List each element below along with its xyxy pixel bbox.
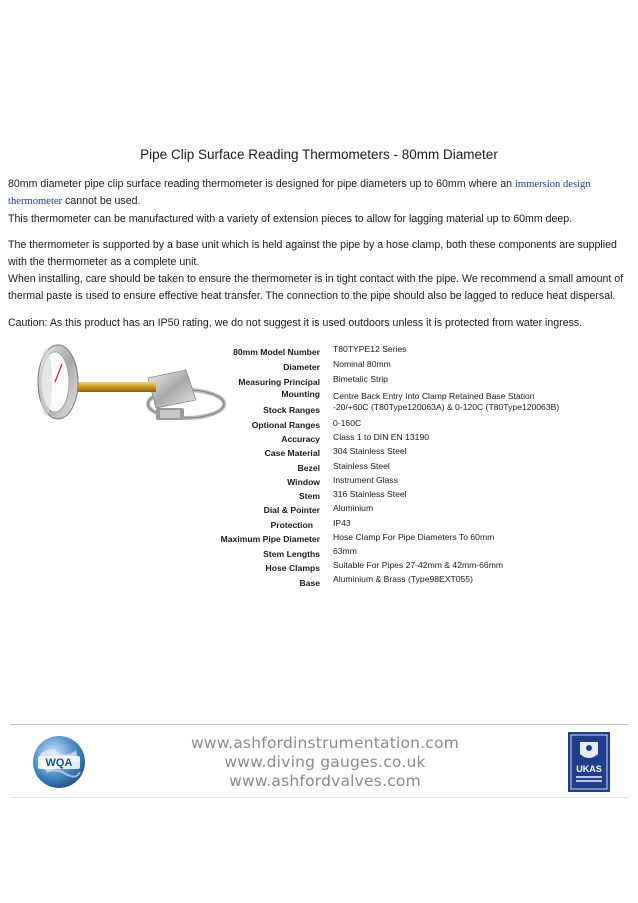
footer-divider [10, 724, 628, 725]
spec-label: Diameter [283, 362, 320, 372]
base-unit-paragraph: The thermometer is supported by a base unit which is held against the pipe by a hose clamp, both these components are supplied with the thermometer as a complete unit. [8, 239, 617, 268]
spec-label: 80mm Model Number [233, 347, 320, 357]
spec-value: 316 Stainless Steel [333, 489, 407, 499]
ukas-logo-text: UKAS [576, 764, 602, 774]
intro-paragraph [8, 176, 630, 210]
spec-value: Bimetalic Strip [333, 374, 388, 384]
footer-url-ashfordvalves[interactable]: www.ashfordvalves.com [229, 772, 421, 790]
spec-value: Stainless Steel [333, 461, 390, 471]
footer-banner [10, 724, 628, 798]
spec-value: Instrument Glass [333, 475, 398, 485]
wqa-logo-text: WQA [45, 757, 73, 769]
spec-label: Mounting [281, 389, 320, 399]
spec-value: 63mm [333, 546, 357, 556]
spec-label: Protection [270, 520, 313, 530]
intro-text-pre: 80mm diameter pipe clip surface reading thermometer is designed for pipe diameters up to 60mm where an [8, 178, 515, 190]
ukas-logo [568, 732, 610, 792]
spec-label: Measuring Principal [238, 377, 320, 387]
footer-urls [160, 734, 490, 791]
spec-label: Dial & Pointer [263, 505, 320, 515]
extension-paragraph: This thermometer can be manufactured with a variety of extension pieces to allow for lagging material up to 60mm deep. [8, 213, 573, 225]
wqa-logo [28, 732, 90, 792]
caution-paragraph: Caution: As this product has an IP50 rating, we do not suggest it is used outdoors unless it is protected from water ingress. [8, 317, 583, 329]
spec-label: Stem Lengths [263, 549, 320, 559]
spec-value: -20/+60C (T80Type120063A) & 0-120C (T80Type120063B) [333, 402, 560, 412]
spec-value: Class 1 to DIN EN 13190 [333, 432, 430, 442]
spec-label: Stock Ranges [263, 405, 320, 415]
spec-value: Suitable For Pipes 27-42mm & 42mm-66mm [333, 560, 504, 570]
spec-label: Case Material [264, 448, 320, 458]
spec-label: Stem [298, 491, 320, 501]
spec-label: Optional Ranges [251, 420, 320, 430]
spec-value: T80TYPE12 Series [333, 344, 407, 354]
spec-label: Maximum Pipe Diameter [220, 534, 320, 544]
footer-url-divinggauges[interactable]: www.diving gauges.co.uk [224, 753, 426, 771]
installation-paragraph: When installing, care should be taken to ensure the thermometer is in tight contact with the pipe. We recommend a small amount of thermal paste is used to ensure effective heat transfer. The connection to the pipe should also be lagged to reduce heat dispersal. [8, 273, 624, 302]
spec-label: Hose Clamps [265, 563, 320, 573]
footer-url-ashfordinstrumentation[interactable]: www.ashfordinstrumentation.com [190, 734, 460, 752]
immersion-design-link[interactable]: immersion design thermometer [8, 179, 591, 207]
intro-text-post: cannot be used. [62, 195, 141, 207]
footer-bottom-divider [10, 797, 628, 798]
spec-label: Bezel [297, 463, 320, 473]
spec-value: Centre Back Entry Into Clamp Retained Base Station [333, 391, 535, 401]
spec-label: Window [287, 477, 320, 487]
page-title: Pipe Clip Surface Reading Thermometers - 80mm Diameter [140, 147, 498, 162]
spec-value: 0-160C [333, 418, 362, 428]
spec-value: Nominal 80mm [333, 359, 391, 369]
spec-value: Aluminium [333, 503, 374, 513]
spec-value: Hose Clamp For Pipe Diameters To 60mm [333, 532, 495, 542]
spec-value: IP43 [333, 518, 351, 528]
spec-label: Base [299, 578, 320, 588]
spec-label: Accuracy [281, 434, 320, 444]
spec-value: 304 Stainless Steel [333, 446, 407, 456]
spec-value: Aluminium & Brass (Type98EXT055) [333, 574, 473, 584]
